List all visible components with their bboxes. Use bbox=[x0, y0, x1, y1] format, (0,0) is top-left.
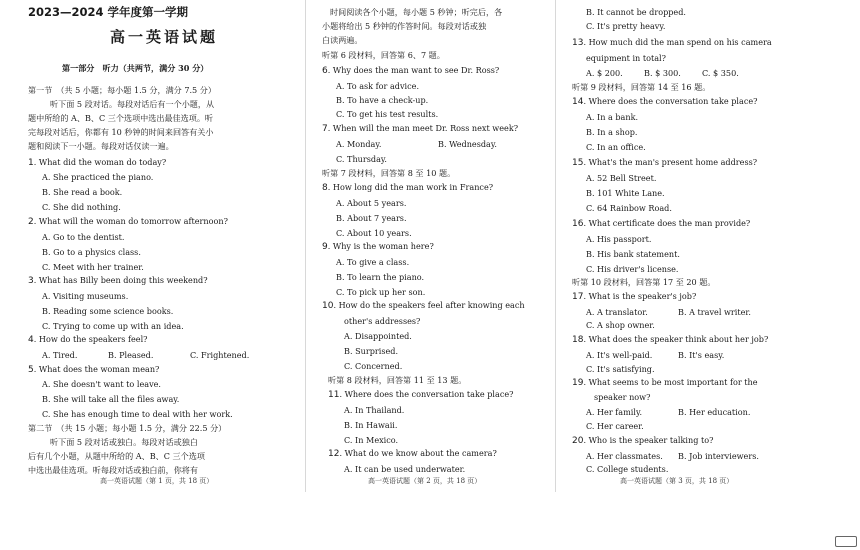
option-c: C. His driver's license. bbox=[586, 264, 679, 274]
option-a: A. To give a class. bbox=[336, 257, 410, 267]
option-b: B. To have a check-up. bbox=[336, 95, 429, 105]
instruction-line: 白读两遍。 bbox=[322, 35, 363, 45]
option-c: C. Her career. bbox=[586, 421, 644, 431]
option-c: C. Concerned. bbox=[344, 361, 403, 371]
question-19: 19. What seems to be most important for the bbox=[572, 377, 758, 388]
question-9: 9. Why is the woman here? bbox=[322, 241, 434, 252]
option-b: B. Job interviewers. bbox=[678, 451, 759, 461]
option-b: B. In a shop. bbox=[586, 127, 638, 137]
option-a: A. Visiting museums. bbox=[42, 291, 129, 301]
question-18: 18. What does the speaker think about her job? bbox=[572, 334, 769, 345]
option-b: B. She will take all the files away. bbox=[42, 394, 180, 404]
option-a: A. It's well-paid. bbox=[586, 350, 653, 360]
option-a: A. Go to the dentist. bbox=[42, 232, 125, 242]
option-a: A. Monday. bbox=[336, 139, 382, 149]
section-heading: 第二节 （共 15 小题；每小题 1.5 分，满分 22.5 分） bbox=[28, 423, 227, 433]
instruction-line: 时间阅读各个小题，每小题 5 秒钟；听完后，各 bbox=[330, 7, 503, 17]
option-a: A. She doesn't want to leave. bbox=[42, 379, 161, 389]
question-20: 20. Who is the speaker talking to? bbox=[572, 435, 714, 446]
instruction-line: 后有几个小题，从题中所给的 A、B、C 三个选项 bbox=[28, 451, 205, 461]
instruction-line: 题和阅读下一小题。每段对话仅读一遍。 bbox=[28, 141, 174, 151]
option-c: C. A shop owner. bbox=[586, 320, 655, 330]
instruction-line: 小题将给出 5 秒钟的作答时间。每段对话或独 bbox=[322, 21, 487, 31]
option-a: A. About 5 years. bbox=[336, 198, 407, 208]
option-c: C. To pick up her son. bbox=[336, 287, 426, 297]
page-footer-3: 高一英语试题（第 3 页，共 18 页） bbox=[620, 477, 734, 485]
option-a: A. In Thailand. bbox=[344, 405, 405, 415]
option-a: A. To ask for advice. bbox=[336, 81, 420, 91]
question-4: 4. How do the speakers feel? bbox=[28, 334, 148, 345]
option-c: C. College students. bbox=[586, 464, 669, 474]
option-b: B. Reading some science books. bbox=[42, 306, 174, 316]
option-b: B. It cannot be dropped. bbox=[586, 7, 686, 17]
material-heading: 听第 6 段材料，回答第 6、7 题。 bbox=[322, 50, 445, 60]
option-b: B. It's easy. bbox=[678, 350, 725, 360]
question-12: 12. What do we know about the camera? bbox=[328, 448, 497, 459]
question-11: 11. Where does the conversation take place? bbox=[328, 389, 514, 400]
option-a: A. His passport. bbox=[586, 234, 652, 244]
option-b: B. In Hawaii. bbox=[344, 420, 398, 430]
option-a: A. In a bank. bbox=[586, 112, 639, 122]
year-title: 2023—2024 学年度第一学期 bbox=[28, 5, 189, 19]
option-b: B. 101 White Lane. bbox=[586, 188, 665, 198]
option-b: B. A travel writer. bbox=[678, 307, 751, 317]
instruction-line: 中选出最佳选项。听每段对话或独白前，你将有 bbox=[28, 465, 198, 475]
question-16: 16. What certificate does the man provide? bbox=[572, 218, 751, 229]
page-footer-1: 高一英语试题（第 1 页，共 18 页） bbox=[100, 477, 214, 485]
option-b: B. Her education. bbox=[678, 407, 751, 417]
question-14: 14. Where does the conversation take place? bbox=[572, 96, 758, 107]
option-b: B. She read a book. bbox=[42, 187, 123, 197]
option-c: C. In Mexico. bbox=[344, 435, 399, 445]
part-heading: 第一部分 听力（共两节，满分 30 分） bbox=[62, 63, 209, 73]
material-heading: 听第 8 段材料，回答第 11 至 13 题。 bbox=[328, 375, 467, 385]
watermark-stamp bbox=[835, 536, 857, 547]
option-a: A. $ 200. bbox=[586, 68, 623, 78]
option-a: A. 52 Bell Street. bbox=[586, 173, 657, 183]
instruction-line: 题中所给的 A、B、C 三个选项中选出最佳选项。听 bbox=[28, 113, 214, 123]
option-b: B. $ 300. bbox=[644, 68, 681, 78]
option-c: C. 64 Rainbow Road. bbox=[586, 203, 672, 213]
option-b: B. To learn the piano. bbox=[336, 272, 425, 282]
option-a: A. Disappointed. bbox=[344, 331, 412, 341]
question-15: 15. What's the man's present home address? bbox=[572, 157, 758, 168]
page-2 bbox=[322, 0, 540, 500]
option-c: C. Frightened. bbox=[190, 350, 250, 360]
option-c: C. She did nothing. bbox=[42, 202, 121, 212]
material-heading: 听第 10 段材料，回答第 17 至 20 题。 bbox=[572, 277, 716, 287]
option-a: A. It can be used underwater. bbox=[344, 464, 466, 474]
option-b: B. Wednesday. bbox=[438, 139, 497, 149]
option-b: B. His bank statement. bbox=[586, 249, 680, 259]
question-7: 7. When will the man meet Dr. Ross next week? bbox=[322, 123, 519, 134]
question-10-cont: other's addresses? bbox=[344, 316, 421, 326]
option-a: A. Her family. bbox=[586, 407, 643, 417]
option-c: C. Thursday. bbox=[336, 154, 387, 164]
option-c: C. It's satisfying. bbox=[586, 364, 655, 374]
question-19-cont: speaker now? bbox=[594, 392, 651, 402]
question-3: 3. What has Billy been doing this weekend? bbox=[28, 275, 208, 286]
option-b: B. About 7 years. bbox=[336, 213, 407, 223]
option-c: C. $ 350. bbox=[702, 68, 739, 78]
option-b: B. Pleased. bbox=[108, 350, 154, 360]
instruction-line: 听下面 5 段对话。每段对话后有一个小题，从 bbox=[50, 99, 215, 109]
instruction-line: 听下面 5 段对话或独白。每段对话或独白 bbox=[50, 437, 198, 447]
instruction-line: 完每段对话后，你都有 10 秒钟的时间来回答有关小 bbox=[28, 127, 214, 137]
material-heading: 听第 7 段材料，回答第 8 至 10 题。 bbox=[322, 168, 456, 178]
page-3 bbox=[572, 0, 787, 500]
question-5: 5. What does the woman mean? bbox=[28, 364, 160, 375]
option-c: C. She has enough time to deal with her work. bbox=[42, 409, 233, 419]
question-17: 17. What is the speaker's job? bbox=[572, 291, 697, 302]
option-c: C. In an office. bbox=[586, 142, 646, 152]
option-c: C. Meet with her trainer. bbox=[42, 262, 144, 272]
option-a: A. Tired. bbox=[42, 350, 78, 360]
page-divider-right bbox=[555, 0, 556, 492]
option-c: C. It's pretty heavy. bbox=[586, 21, 666, 31]
page-footer-2: 高一英语试题（第 2 页，共 18 页） bbox=[368, 477, 482, 485]
page-divider-left bbox=[305, 0, 306, 492]
option-a: A. She practiced the piano. bbox=[42, 172, 154, 182]
question-13: 13. How much did the man spend on his camera bbox=[572, 37, 772, 48]
question-13-cont: equipment in total? bbox=[586, 53, 666, 63]
material-heading: 听第 9 段材料，回答第 14 至 16 题。 bbox=[572, 82, 711, 92]
option-a: A. Her classmates. bbox=[586, 451, 663, 461]
section-heading: 第一节 （共 5 小题；每小题 1.5 分，满分 7.5 分） bbox=[28, 85, 216, 95]
option-b: B. Surprised. bbox=[344, 346, 399, 356]
exam-title: 高一英语试题 bbox=[110, 28, 219, 46]
question-10: 10. How do the speakers feel after knowing each bbox=[322, 300, 525, 311]
option-c: C. About 10 years. bbox=[336, 228, 412, 238]
question-8: 8. How long did the man work in France? bbox=[322, 182, 494, 193]
option-b: B. Go to a physics class. bbox=[42, 247, 141, 257]
page-1 bbox=[28, 0, 290, 500]
option-a: A. A translator. bbox=[586, 307, 648, 317]
option-c: C. Trying to come up with an idea. bbox=[42, 321, 184, 331]
question-1: 1. What did the woman do today? bbox=[28, 157, 167, 168]
option-c: C. To get his test results. bbox=[336, 109, 439, 119]
question-2: 2. What will the woman do tomorrow afternoon? bbox=[28, 216, 228, 227]
question-6: 6. Why does the man want to see Dr. Ross? bbox=[322, 65, 500, 76]
